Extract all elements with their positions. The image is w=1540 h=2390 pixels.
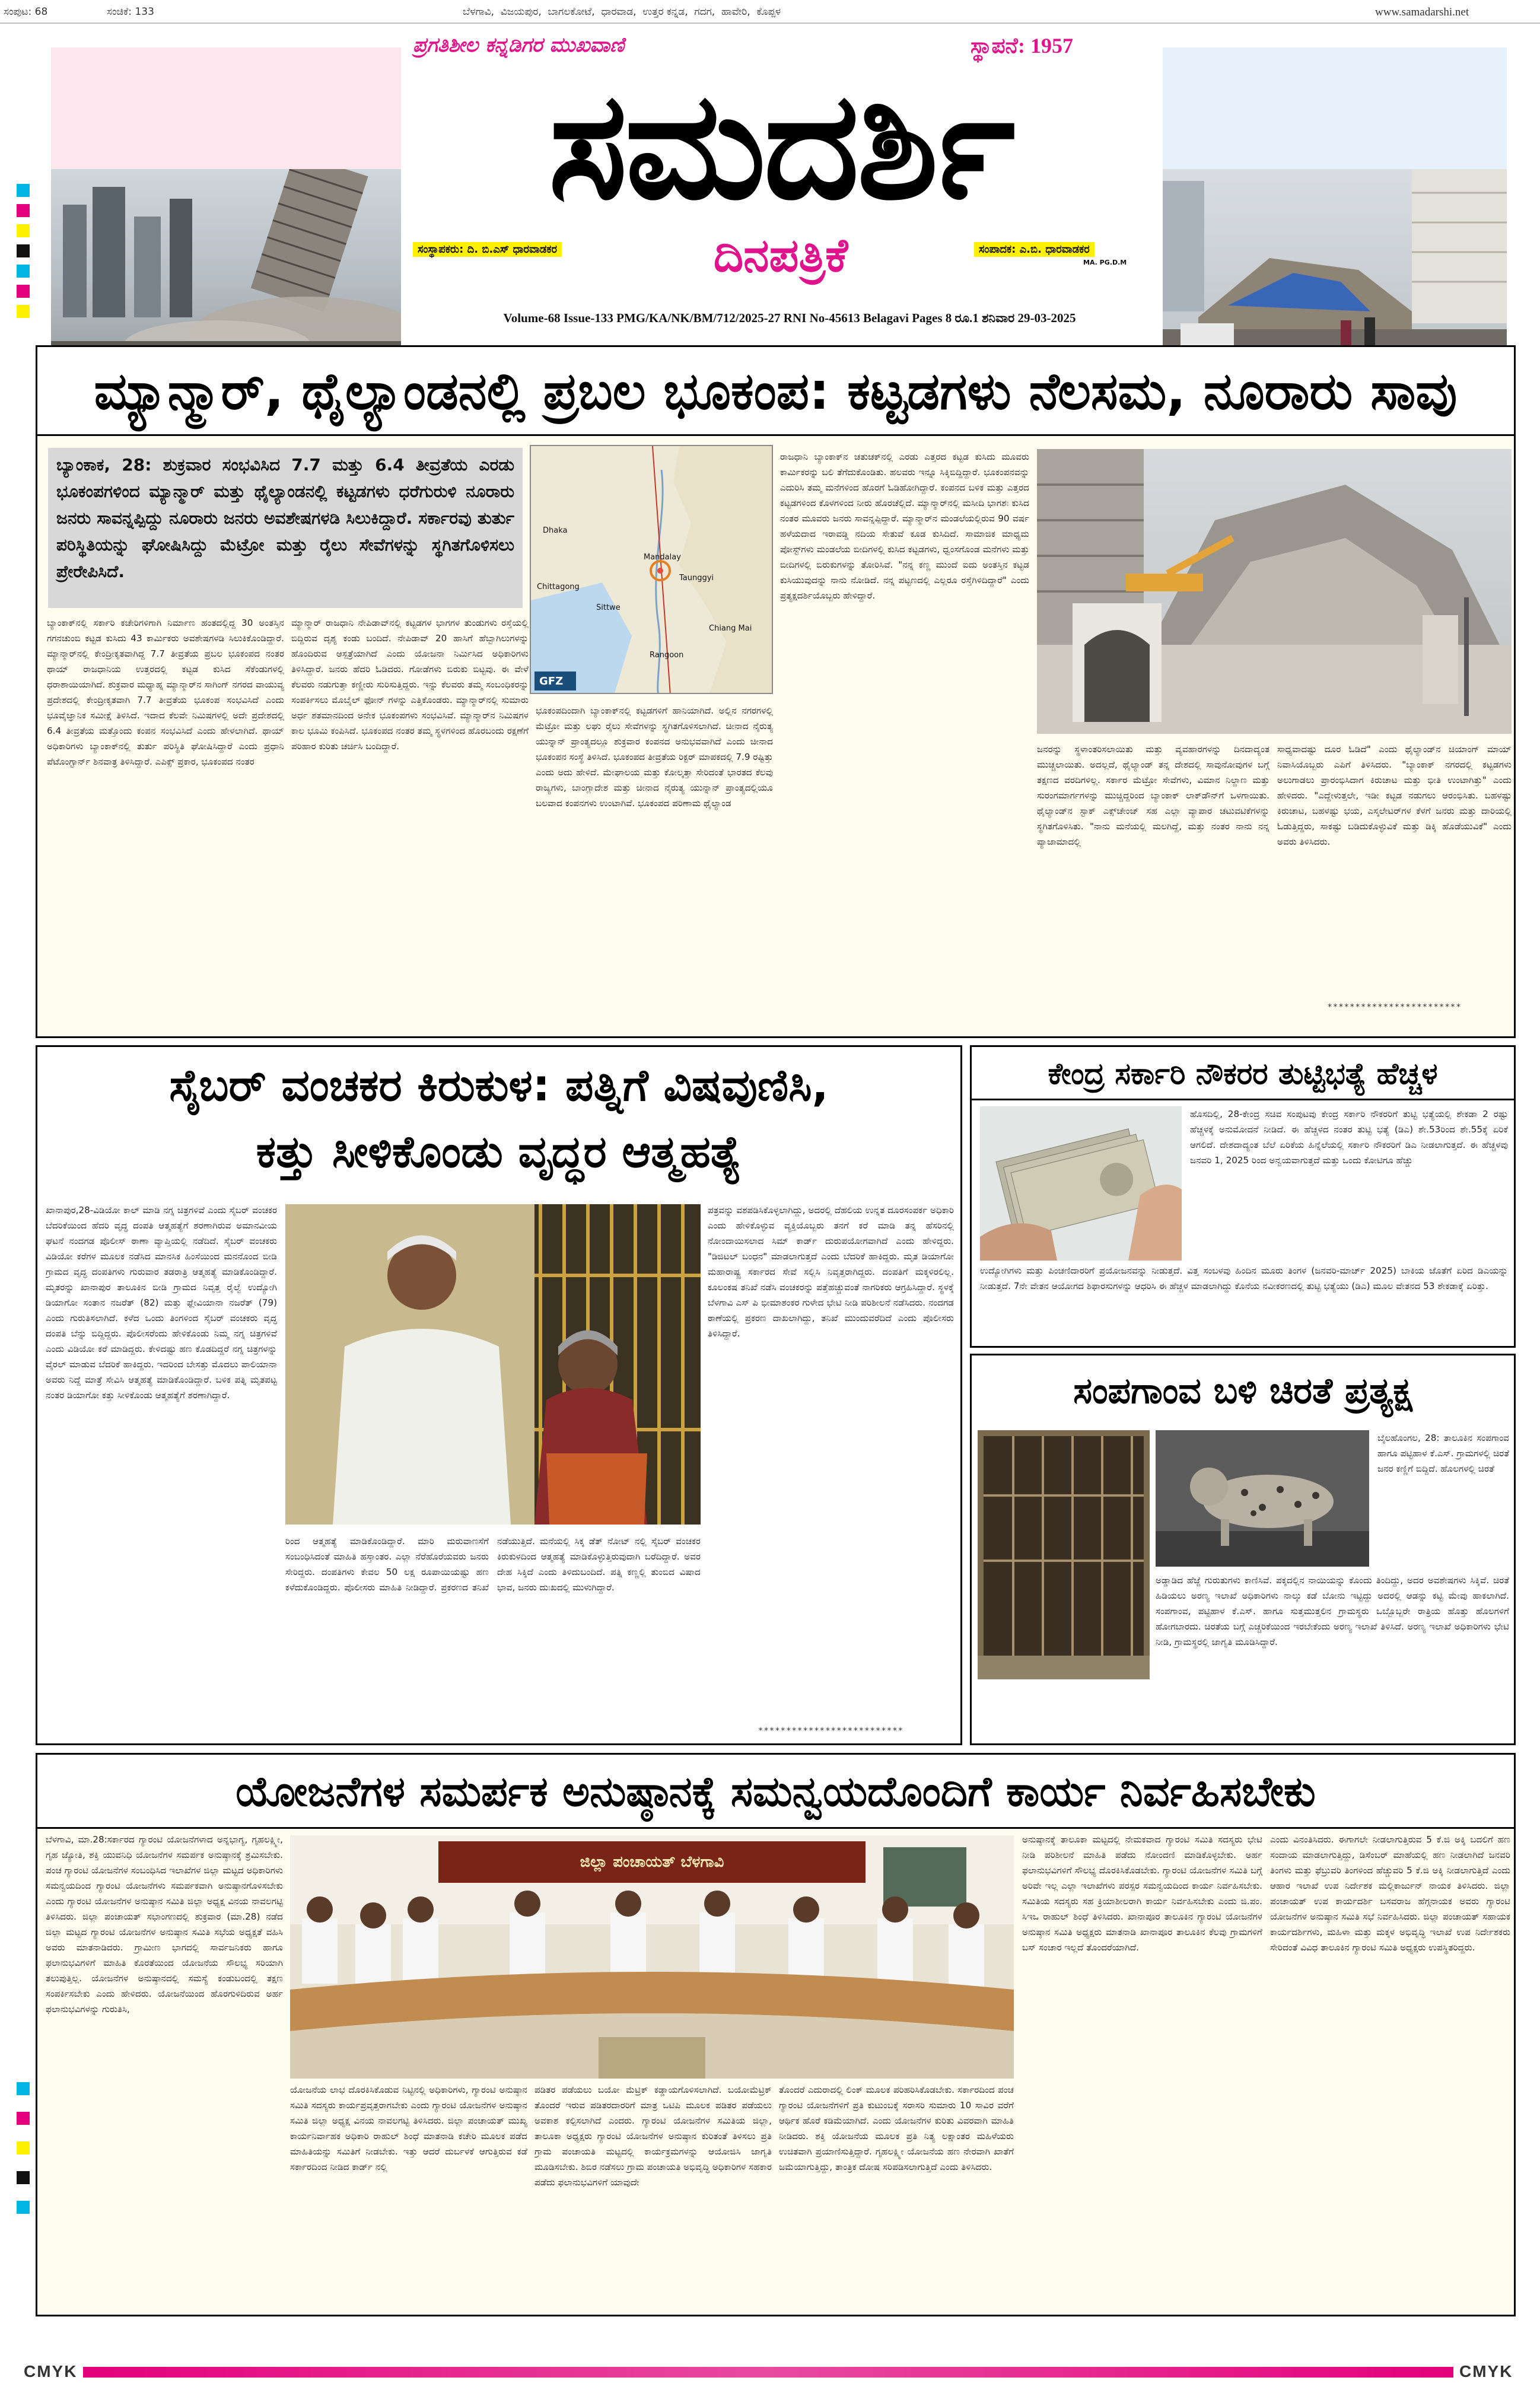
leopard-trailcam-photo [1156,1430,1369,1567]
cyber-column-2: ರಿಂದ ಆತ್ಮಹತ್ಯೆ ಮಾಡಿಕೊಂಡಿದ್ದಾರೆ. ಮಾರಿ ಮರುವಾಣಸೆಗೆ ಸಂಬಂಧಿಸಿದಂತೆ ಮಾಹಿತಿ ಹಸ್ತಾಂತರ. ಎಲ್ಲಾ ನೆರೆಹೊರೆಯವರು ಜನರು ಸೇರಿದ್ದರು. ದಂಪತಿಗಳು ಕೇವಲ 50 ಲಕ್ಷ ರೂಪಾಯಿಯಷ್ಟು ಹಣ ಕಳೆದುಕೊಂಡಿದ್ದರು. ಪೊಲೀಸರು ಮಾಹಿತಿ ನೀಡಿದ್ದಾರೆ. ಪ್ರಕರಣದ ತನಿಖೆ ನಡೆಯುತ್ತಿದೆ. ಮನೆಯಲ್ಲಿ ಸಿಕ್ಕ ಡೆತ್ ನೋಟ್ ನಲ್ಲಿ ಸೈಬರ್ ವಂಚಕರ ಕಿರುಕುಳದಿಂದ ಆತ್ಮಹತ್ಯೆ ಮಾಡಿಕೊಳ್ಳುತ್ತಿರುವುದಾಗಿ ಬರೆದಿದ್ದಾರೆ. ಅವರ ದೇಹ ಸಿಕ್ಕಿದೆ ಎಂದು ತಿಳಿದುಬಂದಿದೆ. ಪತ್ನಿ ಕಣ್ಣಲ್ಲಿ ತುಂಬಿದ ವಿಷಾದ ಭಾವ, ಜನರು ದುಃಖದಲ್ಲಿ ಮುಳುಗಿದ್ದಾರೆ. [285,1536,701,1593]
masthead-founder: ಸಂಸ್ಥಾಪಕರು: ದಿ. ಬಿ.ಎಸ್ ಧಾರವಾಡಕರ [413,242,562,257]
yojane-column-3: ಪಡಿತರ ಪಡೆಯಲು ಬಯೋ ಮೆಟ್ರಿಕ್ ಕಡ್ಡಾಯಗೊಳಿಸಲಾಗಿದೆ. ಬಯೋಮೆಟ್ರಿಕ್ ತೊಂದರೆ ಇರುವ ಪಡಿತರದಾರರಿಗೆ ಮಾತ್ರ ಒಟಿಪಿ ಮೂಲಕ ಪಡಿತರ ಪಡೆಯಲು ಅವಕಾಶ ಕಲ್ಪಿಸಲಾಗಿದೆ ಎಂದರು. ಗ್ಯಾರಂಟಿ ಯೋಜನೆಗಳ ಸಮಿತಿಯ ಜಿಲ್ಲಾ, ತಾಲೂಕಾ ಅಧ್ಯಕ್ಷರು ಗ್ಯಾರಂಟಿ ಯೋಜನೆಗಳ ಅನುಷ್ಠಾನ ಕುರಿತಂತೆ ತಿಳಿಸಲು ಪ್ರತಿ ಗ್ರಾಮ ಪಂಚಾಯತಿ ಮಟ್ಟದಲ್ಲಿ ಕಾರ್ಯಕ್ರಮಗಳನ್ನು ಆಯೋಜಿಸಿ ಜಾಗೃತಿ ಮೂಡಿಸಬೇಕು. ಶಿಬಿರ ನಡೆಸಲು ಗ್ರಾಮ ಪಂಚಾಯತಿ ಅಭಿವೃದ್ಧಿ ಅಧಿಕಾರಿಗಳ ಸಹಕಾರ ಪಡೆದು ಫಲಾನುಭವಿಗಳಿಗೆ ಯಾವುದೇ [534,2085,772,2188]
top-info-bar [0,0,1540,24]
masthead-center [401,27,1160,342]
quake-column-4: ರಾಜಧಾನಿ ಬ್ಯಾಂಕಾಕ್‌ನ ಚತುಚಕ್‌ನಲ್ಲಿ ಎರಡು ಎತ್ತರದ ಕಟ್ಟಡ ಕುಸಿದು ಮೂವರು ಕಾರ್ಮಿಕರನ್ನು ಬಲಿ ತೆಗೆದುಕೊಂಡಿತು. ಹಲವರು ಇನ್ನೂ ಸಿಕ್ಕಿಬಿದ್ದಿದ್ದಾರೆ. ಭೂಕಂಪನವನ್ನು ಎದುರಿಸಿ ತಮ್ಮ ಮನೆಗಳಿಂದ ಹೊರಗೆ ಓಡಿಹೋಗಿದ್ದಾರೆ. ಕಂಪನದ ಬಳಿಕ ಮತ್ತು ಎತ್ತರದ ಕಟ್ಟಡಗಳಿಂದ ಕೊಳಗಳಿಂದ ನೀರು ಹೊರಚೆಲ್ಲಿದೆ. ಮ್ಯಾನ್ಮಾರ್‌ನಲ್ಲಿ ಮಸೀದಿ ಭಾಗಶಃ ಕುಸಿದ ನಂತರ ಮೂವರು ಜನರು ಸಾವನ್ನಪ್ಪಿದ್ದಾರೆ. ಮ್ಯಾನ್ಮಾರ್‌ನ ಮಂಡಲೆಯಲ್ಲಿರುವ 90 ವರ್ಷ ಹಳೆಯದಾದ ಇರಾವಡ್ಡಿ ನದಿಯ ಸೇತುವೆ ಕೂಡ ಕುಸಿದಿದೆ. ಸಾಮಾಜಿಕ ಮಾಧ್ಯಮ ಪೋಸ್ಟ್‌ಗಳು ಮಂಡಲೆಯ ಬೀದಿಗಳಲ್ಲಿ ಕುಸಿದ ಕಟ್ಟಡಗಳು, ಧ್ವಂಸಗೊಂಡ ಮನೆಗಳು ಮತ್ತು ಬೀದಿಗಳಲ್ಲಿ ಬಿರುಕುಗಳನ್ನು ತೋರಿಸಿವೆ. "ನನ್ನ ಕಣ್ಣ ಮುಂದೆ ಐದು ಅಂತಸ್ತಿನ ಕಟ್ಟಡ ಕುಸಿಯುವುದನ್ನು ನಾನು ನೋಡಿದೆ. ನನ್ನ ಪಟ್ಟಣದಲ್ಲಿ ಎಲ್ಲರೂ ರಸ್ತೆಗಿಳಿದಿದ್ದಾರೆ" ಎಂದು ಪ್ರತ್ಯಕ್ಷದರ್ಶಿಯೊಬ್ಬರು ಹೇಳಿದ್ದಾರೆ. [780,451,1029,601]
footer-bar [0,2354,1540,2390]
masthead-editor: ಸಂಪಾದಕ: ಎ.ಬಿ. ಧಾರವಾಡಕರ [974,242,1094,257]
leopard-body-2: ಅಡ್ಡಾಡಿದ ಹೆಜ್ಜೆ ಗುರುತುಗಳು ಕಾಣಿಸಿವೆ. ಪಕ್ಕದಲ್ಲಿನ ನಾಯಿಯನ್ನು ಕೊಂದು ತಿಂದಿದ್ದು, ಅದರ ಅವಶೇಷಗಳು ಸಿಕ್ಕಿವೆ. ಚಿರತೆ ಹಿಡಿಯಲು ಅರಣ್ಯ ಇಲಾಖೆ ಅಧಿಕಾರಿಗಳು ನಾಲ್ಕು ಕಡೆ ಬೋನು ಇಟ್ಟಿದ್ದು ಅದರಲ್ಲಿ ಆಡನ್ನು ಕಟ್ಟಿ ಮೇವು ಹಾಕಲಾಗಿದೆ. ಸಂಪಗಾಂವ, ಪಟ್ಟಿಹಾಳ ಕೆ.ಎಸ್. ಹಾಗೂ ಸುತ್ತಮುತ್ತಲಿನ ಗ್ರಾಮಸ್ಥರು ಒಬ್ಬೊಬ್ಬರೇ ರಾತ್ರಿಯ ಹೊತ್ತು ಹೊಲಗಳಿಗೆ ಹೋಗಬಾರದು. ಚಿರತೆಯ ಬಗ್ಗೆ ಎಚ್ಚರಿಕೆಯಿಂದ ಇರಬೇಕೆಂದು ಅರಣ್ಯ ಇಲಾಖೆ ತಿಳಿಸಿದೆ. ಅರಣ್ಯ ಇಲಾಖೆ ಅಧಿಕಾರಿಗಳು ಭೇಟಿ ನೀಡಿ, ಗ್ರಾಮಸ್ಥರಲ್ಲಿ ಜಾಗೃತಿ ಮೂಡಿಸಿದ್ದಾರೆ. [1156,1575,1509,1647]
map-label-chittagong: Chittagong [537,583,580,591]
da-money-photo [980,1106,1182,1261]
quake-lead: ಬ್ಯಾಂಕಾಕ, 28: ಶುಕ್ರವಾರ ಸಂಭವಿಸಿದ 7.7 ಮತ್ತು 6.4 ತೀವ್ರತೆಯ ಎರಡು ಭೂಕಂಪಗಳಿಂದ ಮ್ಯಾನ್ಮಾರ್ ಮತ್ತು ಥೈಲ್ಯಾಂಡನಲ್ಲಿ ಕಟ್ಟಡಗಳು ಧರೆಗುರುಳಿ ನೂರಾರು ಜನರು ಸಾವನ್ನಪ್ಪಿದ್ದು ನೂರಾರು ಜನರು ಅವಶೇಷಗಳಡಿ ಸಿಲುಕಿದ್ದಾರೆ. ಸರ್ಕಾರವು ತುರ್ತು ಪರಿಸ್ಥಿತಿಯನ್ನು ಘೋಷಿಸಿದ್ದು ಮೆಟ್ರೋ ಮತ್ತು ರೈಲು ಸೇವೆಗಳನ್ನು ಸ್ಥಗಿತಗೊಳಿಸಲು ಪ್ರೇರೇಪಿಸಿದೆ. [48,448,523,608]
article-cyber: ಸೈಬರ್ ವಂಚಕರ ಕಿರುಕುಳ: ಪತ್ನಿಗೆ ವಿಷವುಣಿಸಿ, ಕತ್ತು ಸೀಳಿಕೊಂಡು ವೃದ್ಧರ ಆತ್ಮಹತ್ಯೆ ಖಾನಾಪುರ,28-ವಿಡಿಯೋ ಕಾಲ್ ಮಾಡಿ ನಗ್ನ ಚಿತ್ರಗಳಿವೆ ಎಂದು ಸೈಬರ್ ವಂಚಕರ ಬೆದರಿಕೆಯಿಂದ ಹೆದರಿ ವೃದ್ಧ ದಂಪತಿ ಆತ್ಮಹತ್ಯೆಗೆ ಶರಣಾಗಿರುವ ಅಮಾನವೀಯ ಘಟನೆ ನಂದಗಡ ಪೊಲೀಸ್ ಠಾಣಾ ವ್ಯಾಪ್ತಿಯಲ್ಲಿ ನಡೆದಿದೆ. ಸೈಬರ್ ವಂಚಕರು ವಿಡಿಯೋ ಕರೆಗಳ ಮೂಲಕ ನಡೆಸಿದ ಮಾನಸಿಕ ಹಿಂಸೆಯಿಂದ ಮನನೊಂದ ಬೀಡಿ ಗ್ರಾಮದ ವೃದ್ಧ ದಂಪತಿಗಳು ಗುರುವಾರ ತಡರಾತ್ರಿ ಆತ್ಮಹತ್ಯೆ ಮಾಡಿಕೊಂಡಿದ್ದಾರೆ. ಮೃತರನ್ನು ಖಾನಾಪುರ ತಾಲೂಕಿನ ಬೀಡಿ ಗ್ರಾಮದ ನಿವೃತ್ತ ರೈಲ್ವೆ ಉದ್ಯೋಗಿ ಡಿಯಾಗೋ ಸಂತಾನ ನಜರೆತ್ (82) ಮತ್ತು ಫ್ಲೇವಿಯಾನಾ ನಜರೆತ್ (79) ಎಂದು ಗುರುತಿಸಲಾಗಿದೆ. ಕಳೆದ ಒಂದು ತಿಂಗಳಿಂದ ಸೈಬರ್ ವಂಚಕರು ವೃದ್ಧ ದಂಪತಿ ಬೆನ್ನು ಬಿದ್ದಿದ್ದರು. ಪೊಲೀಸರೆಂದು ಹೇಳಿಕೊಂಡು ನಿಮ್ಮ ನಗ್ನ ಚಿತ್ರಗಳಿವೆ ಎಂದು ವಿಡಿಯೋ ಕರೆ ಮಾಡಿದ್ದರು. ಕೇಳಿದಷ್ಟು ಹಣ ಕೊಡದಿದ್ದರೆ ನಗ್ನ ಚಿತ್ರಗಳನ್ನು ವೈರಲ್ ಮಾಡುವ ಬೆದರಿಕೆ ಹಾಕಿದ್ದರು. ಇದರಿಂದ ಬೇಸತ್ತು ಮೊದಲು ಪಾಲಿಯಾನಾ ಅವರು ನಿದ್ದೆ ಮಾತ್ರೆ ಸೇವಿಸಿ ಆತ್ಮಹತ್ಯೆ ಮಾಡಿಕೊಂಡಿದ್ದಾರೆ. ಬಳಿಕ ಪತ್ನಿ ಮೃತಪಟ್ಟ ನಂತರ ಡಿಯಾಗೋ ಕತ್ತು ಸೀಳಿಕೊಂಡು ಆತ್ಮಹತ್ಯೆಗೆ ಶರಣಾಗಿದ್ದಾರೆ. ರಿಂದ ಆತ್ಮಹತ್ಯೆ ಮಾಡಿಕೊಂಡಿದ್ದಾರೆ. ಮಾರಿ ಮರುವಾಣಸೆಗೆ ಸಂಬಂಧಿಸಿದಂತೆ ಮಾಹಿತಿ ಹಸ್ತಾಂತರ. ಎಲ್ಲಾ ನೆರೆಹೊರೆಯವರು ಜನರು ಸೇರಿದ್ದರು. ದಂಪತಿಗಳು ಕೇವಲ 50 ಲಕ್ಷ ರೂಪಾಯಿಯಷ್ಟು ಹಣ ಕಳೆದುಕೊಂಡಿದ್ದರು. ಪೊಲೀಸರು ಮಾಹಿತಿ ನೀಡಿದ್ದಾರೆ. ಪ್ರಕರಣದ ತನಿಖೆ ನಡೆಯುತ್ತಿದೆ. ಮನೆಯಲ್ಲಿ ಸಿಕ್ಕ ಡೆತ್ ನೋಟ್ ನಲ್ಲಿ ಸೈಬರ್ ವಂಚಕರ ಕಿರುಕುಳದಿಂದ ಆತ್ಮಹತ್ಯೆ ಮಾಡಿಕೊಳ್ಳುತ್ತಿರುವುದಾಗಿ ಬರೆದಿದ್ದಾರೆ. ಅವರ ದೇಹ ಸಿಕ್ಕಿದೆ ಎಂದು ತಿಳಿದುಬಂದಿದೆ. ಪತ್ನಿ ಕಣ್ಣಲ್ಲಿ ತುಂಬಿದ ವಿಷಾದ ಭಾವ, ಜನರು ದುಃಖದಲ್ಲಿ ಮುಳುಗಿದ್ದಾರೆ. ಪತ್ರವನ್ನು ವಶಪಡಿಸಿಕೊಳ್ಳಲಾಗಿದ್ದು, ಅದರಲ್ಲಿ ದೆಹಲಿಯ ಉನ್ನತ ದೂರಸಂಪರ್ಕ ಅಧಿಕಾರಿ ಎಂದು ಹೇಳಿಕೊಳ್ಳುವ ವ್ಯಕ್ತಿಯೊಬ್ಬರು ತನಗೆ ಕರೆ ಮಾಡಿ ತನ್ನ ಹೆಸರಿನಲ್ಲಿ ನೋಂದಾಯಿಸಲಾದ ಸಿಮ್ ಕಾರ್ಡ್ ದುರುಪಯೋಗವಾಗಿದೆ ಎಂದು ಹೇಳಿದ್ದರು. "ಡಿಜಿಟಲ್ ಬಂಧನ" ಮಾಡಲಾಗುತ್ತದೆ ಎಂದು ಬೆದರಿಕೆ ಹಾಕಿದ್ದರು. ಮೃತ ಡಿಯಾಗೋ ಮಹಾರಾಷ್ಟ್ರ ಸರ್ಕಾರದ ಸೇವೆ ಸಲ್ಲಿಸಿ ನಿವೃತ್ತರಾಗಿದ್ದರು. ದಂಪತಿಗೆ ಮಕ್ಕಳಿರಲಿಲ್ಲ. ಕೂಲಂಕಷ ತನಿಖೆ ನಡೆಸಿ ವಂಚಕರನ್ನು ಪತ್ತೆಹಚ್ಚುವಂತೆ ನಾಗರಿಕರು ಆಗ್ರಹಿಸಿದ್ದಾರೆ. ಸ್ಥಳಕ್ಕೆ ಬೆಳಗಾವಿ ಎಸ್ ಪಿ ಭೀಮಾಶಂಕರ ಗುಳೇದ ಭೇಟಿ ನೀಡಿ ಪರಿಶೀಲನೆ ನಡೆಸಿದರು. ನಂದಗಡ ಠಾಣೆಯಲ್ಲಿ ಪ್ರಕರಣ ದಾಖಲಾಗಿದ್ದು, ತನಿಖೆ ಮುಂದುವರೆದಿದೆ ಎಂದು ಪೊಲೀಸರು ತಿಳಿಸಿದ್ದಾರೆ. ************************** [36,1045,962,1745]
article-leopard [970,1354,1516,1745]
cyber-column-3: ಪತ್ರವನ್ನು ವಶಪಡಿಸಿಕೊಳ್ಳಲಾಗಿದ್ದು, ಅದರಲ್ಲಿ ದೆಹಲಿಯ ಉನ್ನತ ದೂರಸಂಪರ್ಕ ಅಧಿಕಾರಿ ಎಂದು ಹೇಳಿಕೊಳ್ಳುವ ವ್ಯಕ್ತಿಯೊಬ್ಬರು ತನಗೆ ಕರೆ ಮಾಡಿ ತನ್ನ ಹೆಸರಿನಲ್ಲಿ ನೋಂದಾಯಿಸಲಾದ ಸಿಮ್ ಕಾರ್ಡ್ ದುರುಪಯೋಗವಾಗಿದೆ ಎಂದು ಹೇಳಿದ್ದರು. "ಡಿಜಿಟಲ್ ಬಂಧನ" ಮಾಡಲಾಗುತ್ತದೆ ಎಂದು ಬೆದರಿಕೆ ಹಾಕಿದ್ದರು. ಮೃತ ಡಿಯಾಗೋ ಮಹಾರಾಷ್ಟ್ರ ಸರ್ಕಾರದ ಸೇವೆ ಸಲ್ಲಿಸಿ ನಿವೃತ್ತರಾಗಿದ್ದರು. ದಂಪತಿಗೆ ಮಕ್ಕಳಿರಲಿಲ್ಲ. ಕೂಲಂಕಷ ತನಿಖೆ ನಡೆಸಿ ವಂಚಕರನ್ನು ಪತ್ತೆಹಚ್ಚುವಂತೆ ನಾಗರಿಕರು ಆಗ್ರಹಿಸಿದ್ದಾರೆ. ಸ್ಥಳಕ್ಕೆ ಬೆಳಗಾವಿ ಎಸ್ ಪಿ ಭೀಮಾಶಂಕರ ಗುಳೇದ ಭೇಟಿ ನೀಡಿ ಪರಿಶೀಲನೆ ನಡೆಸಿದರು. ನಂದಗಡ ಠಾಣೆಯಲ್ಲಿ ಪ್ರಕರಣ ದಾಖಲಾಗಿದ್ದು, ತನಿಖೆ ಮುಂದುವರೆದಿದೆ ಎಂದು ಪೊಲೀಸರು ತಿಳಿಸಿದ್ದಾರೆ. [708,1205,954,1339]
masthead-established: ಸ್ಥಾಪನೆ: 1957 [971,34,1073,58]
footer-cmyk-right: CMYK [1459,2362,1513,2381]
da-headline: ಕೇಂದ್ರ ಸರ್ಕಾರಿ ನೌಕರರ ತುಟ್ಟಿಭತ್ಯೆ ಹೆಚ್ಚಳ [972,1047,1514,1100]
article-yojane [36,1753,1516,2316]
yojane-meeting-banner: ಜಿಲ್ಲಾ ಪಂಚಾಯತ್ ಬೆಳಗಾವಿ [580,1853,724,1871]
map-label-sittwe: Sittwe [596,603,621,612]
cyber-couple-photo [285,1204,701,1525]
yojane-column-6: ಎಂದು ವಿನಂತಿಸಿದರು. ಈಗಾಗಲೇ ನೀಡಲಾಗುತ್ತಿರುವ 5 ಕೆ.ಜಿ ಅಕ್ಕಿ ಬದಲಿಗೆ ಹಣ ಸಂದಾಯ ಮಾಡಲಾಗುತ್ತಿದ್ದು, ಡಿಸೆಂಬರ್ ಮಾಹೆಯಲ್ಲಿ ಹಣ ನೀಡಲಾಗಿದೆ ಜನವರಿ ತಿಂಗಳು ಮತ್ತು ಫೆಬ್ರುವರಿ ತಿಂಗಳಿಂದ ಹೆಚ್ಚುವರಿ 5 ಕೆ.ಜಿ ಅಕ್ಕಿ ನೀಡಲಾಗುತ್ತಿದೆ ಎಂದು ಆಹಾರ ಇಲಾಖೆ ಉಪ ನಿರ್ದೇಶಕ ಮಲ್ಲಿಕಾರ್ಜುನ್ ನಾಯಕ ತಿಳಿಸಿದರು. ಜಿಲ್ಲಾ ಪಂಚಾಯತ್ ಉಪ ಕಾರ್ಯದರ್ಶಿ ಬಸವರಾಜ ಹೆಗ್ಗನಾಯಕ ಅವರು ಗ್ಯಾರಂಟಿ ಯೋಜನೆಗಳ ಅನುಷ್ಠಾನ ಸಮಿತಿ ಸಭೆ ನಿರ್ವಹಿಸಿದರು. ಜಿಲ್ಲಾ ಪಂಚಾಯತ್ ಸಹಾಯಕ ಕಾರ್ಯದರ್ಶಿಗಳು, ಮಹಿಳಾ ಮತ್ತು ಮಕ್ಕಳ ಅಭಿವೃದ್ಧಿ ಇಲಾಖೆ ಉಪ ನಿರ್ದೇಶಕರು ಸೇರಿದಂತೆ ವಿವಿಧ ತಾಲೂಕಿನ ಗ್ಯಾರಂಟಿ ಸಮಿತಿ ಅಧ್ಯಕ್ಷರು ಉಪಸ್ಥಿತರಿದ್ದರು. [1270,1834,1510,1953]
footer-cmyk-left: CMYK [24,2362,78,2381]
map-logo-gfz: GFZ [539,675,564,688]
issue-label: ಸಂಚಿಕೆ: 133 [107,6,154,18]
quake-epicenter-map [530,445,773,694]
map-label-dhaka: Dhaka [543,526,568,535]
quake-column-5: ಜನರನ್ನು ಸ್ಥಳಾಂತರಿಸಲಾಯಿತು ಮತ್ತು ವ್ಯವಹಾರಗಳನ್ನು ದಿನದಾದ್ಯಂತ ಮುಚ್ಚಲಾಯಿತು. ಅದಲ್ಲದೆ, ಥೈಲ್ಯಾಂಡ್ ತನ್ನ ದೇಶದಲ್ಲಿ ಸಾವುನೋವುಗಳ ಬಗ್ಗೆ ತಕ್ಷಣದ ವರದಿಗಳಿಲ್ಲ. ಸರ್ಕಾರ ಮೆಟ್ರೋ ಸೇವೆಗಳು, ವಿಮಾನ ನಿಲ್ದಾಣ ಮತ್ತು ಸುರಂಗಮಾರ್ಗಗಳನ್ನು ಮುಚ್ಚಿದ್ದರಿಂದ ಬ್ಯಾಂಕಾಕ್ ಲಾಕ್‌ಡೌನ್‌ಗೆ ಒಳಗಾಯಿತು. ಥೈಲ್ಯಾಂಡ್‌ನ ಸ್ಟಾಕ್ ಎಕ್ಸ್‌ಚೇಂಜ್ ಸಹ ಎಲ್ಲಾ ವ್ಯಾಪಾರ ಚಟುವಟಿಕೆಗಳನ್ನು ಸ್ಥಗಿತಗೊಳಿಸಿತು. "ನಾನು ಮನೆಯಲ್ಲಿ ಮಲಗಿದ್ದೆ, ಮತ್ತು ನಂತರ ನಾನು ನನ್ನ ಪ್ಯಾಜಾಮಾದಲ್ಲಿ [1037,744,1269,847]
yojane-headline: ಯೋಜನೆಗಳ ಸಮರ್ಪಕ ಅನುಷ್ಠಾನಕ್ಕೆ ಸಮನ್ವಯದೊಂದಿಗೆ ಕಾರ್ಯ ನಿರ್ವಹಿಸಬೇಕು [37,1755,1514,1829]
cyber-headline-line-2: ಕತ್ತು ಸೀಳಿಕೊಂಡು ವೃದ್ಧರ ಆತ್ಮಹತ್ಯೆ [256,1126,742,1178]
cyber-headline-line-1: ಸೈಬರ್ ವಂಚಕರ ಕಿರುಕುಳ: ಪತ್ನಿಗೆ ವಿಷವುಣಿಸಿ, [169,1060,829,1111]
map-label-rangoon: Rangoon [650,651,684,660]
cyber-column-1: ಖಾನಾಪುರ,28-ವಿಡಿಯೋ ಕಾಲ್ ಮಾಡಿ ನಗ್ನ ಚಿತ್ರಗಳಿವೆ ಎಂದು ಸೈಬರ್ ವಂಚಕರ ಬೆದರಿಕೆಯಿಂದ ಹೆದರಿ ವೃದ್ಧ ದಂಪತಿ ಆತ್ಮಹತ್ಯೆಗೆ ಶರಣಾಗಿರುವ ಅಮಾನವೀಯ ಘಟನೆ ನಂದಗಡ ಪೊಲೀಸ್ ಠಾಣಾ ವ್ಯಾಪ್ತಿಯಲ್ಲಿ ನಡೆದಿದೆ. ಸೈಬರ್ ವಂಚಕರು ವಿಡಿಯೋ ಕರೆಗಳ ಮೂಲಕ ನಡೆಸಿದ ಮಾನಸಿಕ ಹಿಂಸೆಯಿಂದ ಮನನೊಂದ ಬೀಡಿ ಗ್ರಾಮದ ವೃದ್ಧ ದಂಪತಿಗಳು ಗುರುವಾರ ತಡರಾತ್ರಿ ಆತ್ಮಹತ್ಯೆ ಮಾಡಿಕೊಂಡಿದ್ದಾರೆ. ಮೃತರನ್ನು ಖಾನಾಪುರ ತಾಲೂಕಿನ ಬೀಡಿ ಗ್ರಾಮದ ನಿವೃತ್ತ ರೈಲ್ವೆ ಉದ್ಯೋಗಿ ಡಿಯಾಗೋ ಸಂತಾನ ನಜರೆತ್ (82) ಮತ್ತು ಫ್ಲೇವಿಯಾನಾ ನಜರೆತ್ (79) ಎಂದು ಗುರುತಿಸಲಾಗಿದೆ. ಕಳೆದ ಒಂದು ತಿಂಗಳಿಂದ ಸೈಬರ್ ವಂಚಕರು ವೃದ್ಧ ದಂಪತಿ ಬೆನ್ನು ಬಿದ್ದಿದ್ದರು. ಪೊಲೀಸರೆಂದು ಹೇಳಿಕೊಂಡು ನಿಮ್ಮ ನಗ್ನ ಚಿತ್ರಗಳಿವೆ ಎಂದು ವಿಡಿಯೋ ಕರೆ ಮಾಡಿದ್ದರು. ಕೇಳಿದಷ್ಟು ಹಣ ಕೊಡದಿದ್ದರೆ ನಗ್ನ ಚಿತ್ರಗಳನ್ನು ವೈರಲ್ ಮಾಡುವ ಬೆದರಿಕೆ ಹಾಕಿದ್ದರು. ಇದರಿಂದ ಬೇಸತ್ತು ಮೊದಲು ಪಾಲಿಯಾನಾ ಅವರು ನಿದ್ದೆ ಮಾತ್ರೆ ಸೇವಿಸಿ ಆತ್ಮಹತ್ಯೆ ಮಾಡಿಕೊಂಡಿದ್ದಾರೆ. ಬಳಿಕ ಪತ್ನಿ ಮೃತಪಟ್ಟ ನಂತರ ಡಿಯಾಗೋ ಕತ್ತು ಸೀಳಿಕೊಂಡು ಆತ್ಮಹತ್ಯೆಗೆ ಶರಣಾಗಿದ್ದಾರೆ. [46,1205,277,1401]
masthead-tagline: ಪ್ರಗತಿಶೀಲ ಕನ್ನಡಿಗರ ಮುಖವಾಣಿ [413,33,625,57]
yojane-column-2: ಯೋಜನೆಯ ಲಾಭ ದೊರಕಿಸಿಕೊಡುವ ನಿಟ್ಟಿನಲ್ಲಿ ಅಧಿಕಾರಿಗಳು, ಗ್ಯಾರಂಟಿ ಅನುಷ್ಠಾನ ಸಮಿತಿ ಸದಸ್ಯರು ಕಾರ್ಯಪ್ರವೃತ್ತರಾಗಬೇಕು ಎಂದು ಗ್ಯಾರಂಟಿ ಯೋಜನೆಗಳ ಅನುಷ್ಠಾನ ಸಮಿತಿ ಜಿಲ್ಲಾ ಅಧ್ಯಕ್ಷ ವಿನಯ ನಾವಲಗಟ್ಟಿ ತಿಳಿಸಿದರು. ಜಿಲ್ಲಾ ಪಂಚಾಯತ್ ಮುಖ್ಯ ಕಾರ್ಯನಿರ್ವಾಹಕ ಅಧಿಕಾರಿ ರಾಹುಲ್ ಶಿಂಧೆ ಮಾತನಾಡಿ ಕಚೇರಿ ಮೂಲಕ ಪಡೆದ ಮಾಹಿತಿಯನ್ನು ಸಮಿತಿಗೆ ನೀಡಬೇಕು. ಇತ್ತು ಆದರೆ ದುರ್ಬಳಕೆ ಆಗುತ್ತಿರುವ ಕಡೆ ಸರ್ಕಾರದಿಂದ ನೀಡಿದ ಕಾರ್ಡ್ ನಲ್ಲಿ [290,2085,527,2172]
yojane-column-4: ತೊಂದರೆ ಎದುರಾದಲ್ಲಿ ಲಿಂಕ್ ಮೂಲಕ ಪರಿಹರಿಸಿಕೊಡಬೇಕು. ಸರ್ಕಾರದಿಂದ ಪಂಚ ಗ್ಯಾರಂಟಿ ಯೋಜನೆಗಳಿಗೆ ಪ್ರತಿ ಕುಟುಂಬಕ್ಕೆ ಸರಾಸರಿ ಸುಮಾರು 10 ಸಾವಿರ ವರೆಗೆ ಆರ್ಥಿಕ ಹೊರೆ ಕಡಿಮೆಯಾಗಿದೆ. ಎಂದು ಯೋಜನೆಗಳ ಕುರಿತು ವಿವರವಾಗಿ ಮಾಹಿತಿ ನೀಡಿದರು. ಶಕ್ತಿ ಯೋಜನೆಯ ಮೂಲಕ ಪ್ರತಿ ನಿತ್ಯ ಲಕ್ಷಾಂತರ ಮಹಿಳೆಯರು ಉಚಿತವಾಗಿ ಪ್ರಯಾಣಿಸುತ್ತಿದ್ದಾರೆ. ಗೃಹಲಕ್ಷ್ಮೀ ಯೋಜನೆಯ ಹಣ ನೇರವಾಗಿ ಖಾತೆಗೆ ಜಮೆಯಾಗುತ್ತಿದ್ದು, ತಾಂತ್ರಿಕ ದೋಷ ಸರಿಪಡಿಸಲಾಗುತ್ತಿದೆ ಎಂದು ತಿಳಿಸಿದರು. [779,2085,1014,2172]
masthead-editor-degree: MA. PG.D.M [1083,259,1127,266]
da-body-2: ಉದ್ಯೋಗಿಗಳು ಮತ್ತು ಪಿಂಚಣಿದಾರರಿಗೆ ಪ್ರಯೋಜನವನ್ನು ನೀಡುತ್ತದೆ. ವಿತ್ತ ಸಂಬಳವು ಹಿಂದಿನ ಮೂರು ತಿಂಗಳ (ಜನವರಿ-ಮಾರ್ಚ್ 2025) ಬಾಕಿಯ ಜೊತೆಗೆ ಏರಿದ ಡಿಎಯನ್ನು ನೀಡುತ್ತದೆ. 7ನೇ ವೇತನ ಆಯೋಗದ ಶಿಫಾರಸುಗಳನ್ನು ಆಧರಿಸಿ ಈ ಹೆಚ್ಚಳ ಮಾಡಲಾಗಿದ್ದು ಕೊನೆಯ ನವೀಕರಣದಲ್ಲಿ ತುಟ್ಟಿ ಭತ್ಯೆಯು (ಡಿಎ) ಮೂಲ ವೇತನದ 53 ಶೇಕಡಾಕ್ಕೆ ಏರಿತ್ತು. [980,1265,1508,1291]
quake-column-1: ಬ್ಯಾಂಕಾಕ್‌ನಲ್ಲಿ ಸರ್ಕಾರಿ ಕಚೇರಿಗಳಿಗಾಗಿ ನಿರ್ಮಾಣ ಹಂತದಲ್ಲಿದ್ದ 30 ಅಂತಸ್ತಿನ ಗಗನಚುಂಬಿ ಕಟ್ಟಡ ಕುಸಿದು 43 ಕಾರ್ಮಿಕರು ಅವಶೇಷಗಳಡಿ ಸಿಲುಕಿಕೊಂಡಿದ್ದಾರೆ. ಮ್ಯಾನ್ಮಾರ್‌ನಲ್ಲಿ ಕೇಂದ್ರೀಕೃತವಾಗಿದ್ದ 7.7 ತೀವ್ರತೆಯ ಪ್ರಬಲ ಭೂಕಂಪದ ನಂತರ ಥಾಯ್ ರಾಜಧಾನಿಯ ಉತ್ತರದಲ್ಲಿ ಕಟ್ಟಡ ಕುಸಿದ ಸೆಕೆಂಡುಗಳಲ್ಲಿ ಧರಾಶಾಯಿಯಾಗಿದೆ. ಶುಕ್ರವಾರ ಮಧ್ಯಾಹ್ನ ಮ್ಯಾನ್ಮಾರ್‌ನ ಸಾಗಿಂಗ್ ನಗರದ ವಾಯುವ್ಯ ಪ್ರದೇಶದಲ್ಲಿ ಕೇಂದ್ರೀಕೃತವಾಗಿ 7.7 ತೀವ್ರತೆಯ ಭೂಕಂಪ ಸಂಭವಿಸಿದೆ ಎಂದು ಭೂವೈಜ್ಞಾನಿಕ ಸಮೀಕ್ಷೆ ತಿಳಿಸಿದೆ. ಇದಾದ ಕೆಲವೇ ನಿಮಿಷಗಳಲ್ಲಿ ಅದೇ ಪ್ರದೇಶದಲ್ಲಿ 6.4 ತೀವ್ರತೆಯ ಮತ್ತೊಂದು ಕಂಪನ ಸಂಭವಿಸಿದೆ ಎಂದು ಹೇಳಲಾಗಿದೆ. ಥಾಯ್ ಅಧಿಕಾರಿಗಳು ಬ್ಯಾಂಕಾಕ್‌ನಲ್ಲಿ ತುರ್ತು ಪರಿಸ್ಥಿತಿ ಘೋಷಿಸಿದ್ದಾರೆ ಎಂದು ಪ್ರಧಾನಿ ಪೆಟೊಂಗ್ಟಾರ್ನ್ ಶಿನವಾತ್ರ ತಿಳಿಸಿದ್ದಾರೆ. ಎಪಿಕ್ಸ್ ಪ್ರಕಾರ, ಭೂಕಂಪದ ನಂತರ [47,618,284,767]
volume-label: ಸಂಪುಟ: 68 [4,6,48,18]
quake-column-2: ಮ್ಯಾನ್ಮಾರ್ ರಾಜಧಾನಿ ನೇಪಿಡಾವ್‌ನಲ್ಲಿ ಕಟ್ಟಡಗಳ ಭಾಗಗಳ ತುಂಡುಗಳು ರಸ್ತೆಯಲ್ಲಿ ಬಿದ್ದಿರುವ ದೃಶ್ಯ ಕಂಡು ಬಂದಿದೆ. ನೇಪಿಡಾವ್ 20 ಹಾಸಿಗೆ ಹೆಬ್ಬಾಗಿಲುಗಳನ್ನು ಹೊಂದಿರುವ ಆಸ್ಪತ್ರೆಯಾಗಿದೆ ಎಂದು ಯೋಜನಾ ನಿರ್ಮಿಸಿದ ಅಧಿಕಾರಿಗಳು ತಿಳಿಸಿದ್ದಾರೆ. ಜನರು ಹೆದರಿ ಓಡಿದರು. ಗೋಡೆಗಳು ಬಿರುಕು ಬಿಟ್ಟವು. ಈ ವೇಳೆ ಕೆಲವರು ನಡುಗುತ್ತಾ ಕಣ್ಣೀರು ಸುರಿಸುತ್ತಿದ್ದರು. ಇನ್ನು ಕೆಲವರು ತಮ್ಮ ಸಂಬಂಧಿಕರನ್ನು ಸಂಪರ್ಕಿಸಲು ಮೊಬೈಲ್ ಫೋನ್ ಗಳನ್ನು ಎತ್ತಿಕೊಂಡರು. ಮ್ಯಾನ್ಮಾರ್‌ನಲ್ಲಿ ಸುಮಾರು ಅರ್ಧ ಶತಮಾನದಿಂದ ಅನೇಕ ಭೂಕಂಪಗಳು ಸಂಭವಿಸಿವೆ. ಮ್ಯಾನ್ಮಾರ್‌ನ ನಿಮಿಷಗಳ ಕಾಲ ಭೂಮಿ ಕಂಪಿಸಿದೆ. ಭೂಕಂಪದ ನಂತರ ತಮ್ಮ ಸ್ಥಳಗಳಿಂದ ಹೊರಬಂದು ರಕ್ಷಣೆಗೆ ಪರಿಹಾರ ಕುರಿತು ಚರ್ಚಿಸಿ ಬಂದಿದ್ದಾರೆ. [291,618,529,752]
map-label-mandalay: Mandalay [644,553,681,562]
footer-color-strip [83,2367,1453,2378]
cities-list: ಬೆಳಗಾವಿ, ವಿಜಯಪುರ, ಬಾಗಲಕೋಟೆ, ಧಾರವಾಡ, ಉತ್ತರ ಕನ್ನಡ, ಗದಗ, ಹಾವೇರಿ, ಕೊಪ್ಪಳ [463,6,781,18]
masthead-subtitle: ದಿನಪತ್ರಿಕೆ [713,229,848,282]
quake-headline: ಮ್ಯಾನ್ಮಾರ್, ಥೈಲ್ಯಾಂಡನಲ್ಲಿ ಪ್ರಬಲ ಭೂಕಂಪ: ಕಟ್ಟಡಗಳು ನೆಲಸಮ, ನೂರಾರು ಸಾವು [37,347,1514,436]
article-da [970,1045,1516,1348]
quake-rescue-photo [1037,449,1512,734]
masthead-info-line: Volume-68 Issue-133 PMG/KA/NK/BM/712/2025-27 RNI No-45613 Belagavi Pages 8 ರೂ.1 ಶನಿವಾರ 29-03-2025 [503,311,1076,325]
leopard-cage-photo [978,1430,1150,1679]
map-label-chiang-mai: Chiang Mai [709,624,752,633]
quake-column-6: ಸಾಧ್ಯವಾದಷ್ಟು ದೂರ ಓಡಿದೆ" ಎಂದು ಥೈಲ್ಯಾಂಡ್‌ನ ಚಿಯಾಂಗ್ ಮಾಯ್ ನಿವಾಸಿಯೊಬ್ಬರು ಎಪಿಗೆ ತಿಳಿಸಿದರು. "ಬ್ಯಾಂಕಾಕ್ ನಗರದಲ್ಲಿ ಕಟ್ಟಡಗಳು ಅಲುಗಾಡಲು ಪ್ರಾರಂಭಿಸಿದಾಗ ಕಿರುಚಾಟ ಮತ್ತು ಭೀತಿ ಉಂಟಾಗಿತ್ತು" ಎಂದು ಹೇಳಿದರು. "ಎದ್ದೇಳುತ್ತಲೇ, ಇಡೀ ಕಟ್ಟಡ ನಡುಗಲು ಆರಂಭಿಸಿತು. ಬಹಳಷ್ಟು ಕಿರುಚಾಟ, ಬಹಳಷ್ಟು ಭಯ, ಎಸ್ಕಲೇಟರ್‌ಗಳ ಕೆಳಗೆ ಜನರು ಮತ್ತು ದಾರಿಯಲ್ಲಿ ಓಡುತ್ತಿದ್ದರು, ಸಾಕಷ್ಟು ಬಡಿದುಕೊಳ್ಳುವಿಕೆ ಮತ್ತು ಡಿಕ್ಕಿ ಹೊಡೆಯುವಿಕೆ" ಎಂದು ಅವರು ತಿಳಿಸಿದರು. [1277,744,1512,847]
masthead-title: ಸಮದರ್ಶಿ [548,59,1013,232]
yojane-column-1: ಬೆಳಗಾವಿ, ಮಾ.28:ಸರ್ಕಾರದ ಗ್ಯಾರಂಟಿ ಯೋಜನೆಗಳಾದ ಅನ್ನಭಾಗ್ಯ, ಗೃಹಲಕ್ಷ್ಮೀ, ಗೃಹ ಜ್ಯೋತಿ, ಶಕ್ತಿ ಯುವನಿಧಿ ಯೋಜನೆಗಳ ಸಮರ್ಪಕ ಅನುಷ್ಠಾನಕ್ಕೆ ಶ್ರಮಿಸಬೇಕು. ಪಂಚ ಗ್ಯಾರಂಟಿ ಯೋಜನೆಗಳ ಸಂಬಂಧಿಸಿದ ಇಲಾಖೆಗಳ ಜಿಲ್ಲಾ ಮಟ್ಟದ ಅಧಿಕಾರಿಗಳು ಸಮನ್ವಯದಿಂದ ಗ್ಯಾರಂಟಿ ಯೋಜನೆಗಳು ಸಮರ್ಪಕವಾಗಿ ಅನುಷ್ಠಾನಗೊಳಿಸಬೇಕು ಎಂದು ಗ್ಯಾರಂಟಿ ಯೋಜನೆಗಳ ಅನುಷ್ಠಾನ ಸಮಿತಿ ಜಿಲ್ಲಾ ಅಧ್ಯಕ್ಷ ವಿನಯ ನಾವಲಗಟ್ಟಿ ತಿಳಿಸಿದರು. ಜಿಲ್ಲಾ ಪಂಚಾಯತ್ ಸಭಾಂಗಣದಲ್ಲಿ ಶುಕ್ರವಾರ (ಮಾ.28) ನಡೆದ ಜಿಲ್ಲಾ ಮಟ್ಟದ ಗ್ಯಾರಂಟಿ ಯೋಜನೆಗಳ ಅನುಷ್ಠಾನ ಸಮಿತಿ ಸಭೆಯ ಅಧ್ಯಕ್ಷತೆ ವಹಿಸಿ ಅವರು ಮಾತನಾಡಿದರು. ಗ್ರಾಮೀಣ ಭಾಗದಲ್ಲಿ ಸಾರ್ವಜನಿಕರು ಹಾಗೂ ಫಲಾನುಭವಿಗಳಿಗೆ ಮಾಹಿತಿ ಕೊರತೆಯಿಂದ ಯೋಜನೆಯ ಸೌಲಭ್ಯ ಸರಿಯಾಗಿ ತಲುಪುತ್ತಿಲ್ಲ. ಯೋಜನೆಗಳ ಅನುಷ್ಠಾನದಲ್ಲಿ ಸಮಸ್ಯೆ ಕಂಡುಬಂದಲ್ಲಿ ತಕ್ಷಣ ಸಂಪರ್ಕಿಸಬೇಕು ಎಂದು ಹೇಳಿದರು. ಯೋಜನೆಯಿಂದ ಹೊರಗುಳಿದಿರುವ ಅರ್ಹ ಫಲಾನುಭವಿಗಳನ್ನು ಗುರುತಿಸಿ, [46,1834,283,2015]
quake-column-3: ಭೂಕಂಪದಿಂದಾಗಿ ಬ್ಯಾಂಕಾಕ್‌ನಲ್ಲಿ ಕಟ್ಟಡಗಳಿಗೆ ಹಾನಿಯಾಗಿದೆ. ಅಲ್ಲಿನ ನಗರಗಳಲ್ಲಿ ಮೆಟ್ರೋ ಮತ್ತು ಲಘು ರೈಲು ಸೇವೆಗಳನ್ನು ಸ್ಥಗಿತಗೊಳಿಸಲಾಗಿದೆ. ಚೀನಾದ ನೈರುತ್ಯ ಯುನ್ನಾನ್ ಪ್ರಾಂತ್ಯದಲ್ಲೂ ಶುಕ್ರವಾರ ಕಂಪನದ ಅನುಭವವಾಗಿದೆ ಎಂದು ಚೀನಾದ ಭೂಕಂಪನ ಸಂಸ್ಥೆ ತಿಳಿಸಿದೆ. ಭೂಕಂಪದ ತೀವ್ರತೆಯ ರಿಕ್ಟರ್ ಮಾಪಕದಲ್ಲಿ 7.9 ರಷ್ಟಿತ್ತು ಎಂದು ಅದು ಹೇಳಿದೆ. ಮೇಘಾಲಯ ಮತ್ತು ಕೋಲ್ಕತ್ತಾ ಸೇರಿದಂತೆ ಭಾರತದ ಕೆಲವು ರಾಜ್ಯಗಳು, ಬಾಂಗ್ಲಾದೇಶ ಮತ್ತು ಚೀನಾದ ನೈರುತ್ಯ ಯುನ್ನಾನ್ ಪ್ರಾಂತ್ಯದಲ್ಲಿಯೂ ಬಲವಾದ ಕಂಪನಗಳು ಉಂಟಾಗಿವೆ. ಭೂಕಂಪದ ಪರಿಣಾಮ ಥೈಲ್ಯಾಂಡ [536,705,773,809]
yojane-meeting-photo [290,1835,1014,2079]
article-quake: ಮ್ಯಾನ್ಮಾರ್, ಥೈಲ್ಯಾಂಡನಲ್ಲಿ ಪ್ರಬಲ ಭೂಕಂಪ: ಕಟ್ಟಡಗಳು ನೆಲಸಮ, ನೂರಾರು ಸಾವು ಬ್ಯಾಂಕಾಕ, 28: ಶುಕ್ರವಾರ ಸಂಭವಿಸಿದ 7.7 ಮತ್ತು 6.4 ತೀವ್ರತೆಯ ಎರಡು ಭೂಕಂಪಗಳಿಂದ ಮ್ಯಾನ್ಮಾರ್ ಮತ್ತು ಥೈಲ್ಯಾಂಡನಲ್ಲಿ ಕಟ್ಟಡಗಳು ಧರೆಗುರುಳಿ ನೂರಾರು ಜನರು ಸಾವನ್ನಪ್ಪಿದ್ದು ನೂರಾರು ಜನರು ಅವಶೇಷಗಳಡಿ ಸಿಲುಕಿದ್ದಾರೆ. ಸರ್ಕಾರವು ತುರ್ತು ಪರಿಸ್ಥಿತಿಯನ್ನು ಘೋಷಿಸಿದ್ದು ಮೆಟ್ರೋ ಮತ್ತು ರೈಲು ಸೇವೆಗಳನ್ನು ಸ್ಥಗಿತಗೊಳಿಸಲು ಪ್ರೇರೇಪಿಸಿದೆ. Dhaka Chittagong Mandalay Taunggyi Sittwe Chiang Mai Rangoon GFZ ಬ್ಯಾಂಕಾಕ್‌ನಲ್ಲಿ ಸರ್ಕಾರಿ ಕಚೇರಿಗಳಿಗಾಗಿ ನಿರ್ಮಾಣ ಹಂತದಲ್ಲಿದ್ದ 30 ಅಂತಸ್ತಿನ ಗಗನಚುಂಬಿ ಕಟ್ಟಡ ಕುಸಿದು 43 ಕಾರ್ಮಿಕರು ಅವಶೇಷಗಳಡಿ ಸಿಲುಕಿಕೊಂಡಿದ್ದಾರೆ. ಮ್ಯಾನ್ಮಾರ್‌ನಲ್ಲಿ ಕೇಂದ್ರೀಕೃತವಾಗಿದ್ದ 7.7 ತೀವ್ರತೆಯ ಪ್ರಬಲ ಭೂಕಂಪದ ನಂತರ ಥಾಯ್ ರಾಜಧಾನಿಯ ಉತ್ತರದಲ್ಲಿ ಕಟ್ಟಡ ಕುಸಿದ ಸೆಕೆಂಡುಗಳಲ್ಲಿ ಧರಾಶಾಯಿಯಾಗಿದೆ. ಶುಕ್ರವಾರ ಮಧ್ಯಾಹ್ನ ಮ್ಯಾನ್ಮಾರ್‌ನ ಸಾಗಿಂಗ್ ನಗರದ ವಾಯುವ್ಯ ಪ್ರದೇಶದಲ್ಲಿ ಕೇಂದ್ರೀಕೃತವಾಗಿ 7.7 ತೀವ್ರತೆಯ ಭೂಕಂಪ ಸಂಭವಿಸಿದೆ ಎಂದು ಭೂವೈಜ್ಞಾನಿಕ ಸಮೀಕ್ಷೆ ತಿಳಿಸಿದೆ. ಇದಾದ ಕೆಲವೇ ನಿಮಿಷಗಳಲ್ಲಿ ಅದೇ ಪ್ರದೇಶದಲ್ಲಿ 6.4 ತೀವ್ರತೆಯ ಮತ್ತೊಂದು ಕಂಪನ ಸಂಭವಿಸಿದೆ ಎಂದು ಹೇಳಲಾಗಿದೆ. ಥಾಯ್ ಅಧಿಕಾರಿಗಳು ಬ್ಯಾಂಕಾಕ್‌ನಲ್ಲಿ ತುರ್ತು ಪರಿಸ್ಥಿತಿ ಘೋಷಿಸಿದ್ದಾರೆ ಎಂದು ಪ್ರಧಾನಿ ಪೆಟೊಂಗ್ಟಾರ್ನ್ ಶಿನವಾತ್ರ ತಿಳಿಸಿದ್ದಾರೆ. ಎಪಿಕ್ಸ್ ಪ್ರಕಾರ, ಭೂಕಂಪದ ನಂತರ ಮ್ಯಾನ್ಮಾರ್ ರಾಜಧಾನಿ ನೇಪಿಡಾವ್‌ನಲ್ಲಿ ಕಟ್ಟಡಗಳ ಭಾಗಗಳ ತುಂಡುಗಳು ರಸ್ತೆಯಲ್ಲಿ ಬಿದ್ದಿರುವ ದೃಶ್ಯ ಕಂಡು ಬಂದಿದೆ. ನೇಪಿಡಾವ್ 20 ಹಾಸಿಗೆ ಹೆಬ್ಬಾಗಿಲುಗಳನ್ನು ಹೊಂದಿರುವ ಆಸ್ಪತ್ರೆಯಾಗಿದೆ ಎಂದು ಯೋಜನಾ ನಿರ್ಮಿಸಿದ ಅಧಿಕಾರಿಗಳು ತಿಳಿಸಿದ್ದಾರೆ. ಜನರು ಹೆದರಿ ಓಡಿದರು. ಗೋಡೆಗಳು ಬಿರುಕು ಬಿಟ್ಟವು. ಈ ವೇಳೆ ಕೆಲವರು ನಡುಗುತ್ತಾ ಕಣ್ಣೀರು ಸುರಿಸುತ್ತಿದ್ದರು. ಇನ್ನು ಕೆಲವರು ತಮ್ಮ ಸಂಬಂಧಿಕರನ್ನು ಸಂಪರ್ಕಿಸಲು ಮೊಬೈಲ್ ಫೋನ್ ಗಳನ್ನು ಎತ್ತಿಕೊಂಡರು. ಮ್ಯಾನ್ಮಾರ್‌ನಲ್ಲಿ ಸುಮಾರು ಅರ್ಧ ಶತಮಾನದಿಂದ ಅನೇಕ ಭೂಕಂಪಗಳು ಸಂಭವಿಸಿವೆ. ಮ್ಯಾನ್ಮಾರ್‌ನ ನಿಮಿಷಗಳ ಕಾಲ ಭೂಮಿ ಕಂಪಿಸಿದೆ. ಭೂಕಂಪದ ನಂತರ ತಮ್ಮ ಸ್ಥಳಗಳಿಂದ ಹೊರಬಂದು ರಕ್ಷಣೆಗೆ ಪರಿಹಾರ ಕುರಿತು ಚರ್ಚಿಸಿ ಬಂದಿದ್ದಾರೆ. ಭೂಕಂಪದಿಂದಾಗಿ ಬ್ಯಾಂಕಾಕ್‌ನಲ್ಲಿ ಕಟ್ಟಡಗಳಿಗೆ ಹಾನಿಯಾಗಿದೆ. ಅಲ್ಲಿನ ನಗರಗಳಲ್ಲಿ ಮೆಟ್ರೋ ಮತ್ತು ಲಘು ರೈಲು ಸೇವೆಗಳನ್ನು ಸ್ಥಗಿತಗೊಳಿಸಲಾಗಿದೆ. ಚೀನಾದ ನೈರುತ್ಯ ಯುನ್ನಾನ್ ಪ್ರಾಂತ್ಯದಲ್ಲೂ ಶುಕ್ರವಾರ ಕಂಪನದ ಅನುಭವವಾಗಿದೆ ಎಂದು ಚೀನಾದ ಭೂಕಂಪನ ಸಂಸ್ಥೆ ತಿಳಿಸಿದೆ. ಭೂಕಂಪದ ತೀವ್ರತೆಯ ರಿಕ್ಟರ್ ಮಾಪಕದಲ್ಲಿ 7.9 ರಷ್ಟಿತ್ತು ಎಂದು ಅದು ಹೇಳಿದೆ. ಮೇಘಾಲಯ ಮತ್ತು ಕೋಲ್ಕತ್ತಾ ಸೇರಿದಂತೆ ಭಾರತದ ಕೆಲವು ರಾಜ್ಯಗಳು, ಬಾಂಗ್ಲಾದೇಶ ಮತ್ತು ಚೀನಾದ ನೈರುತ್ಯ ಯುನ್ನಾನ್ ಪ್ರಾಂತ್ಯದಲ್ಲಿಯೂ ಬಲವಾದ ಕಂಪನಗಳು ಉಂಟಾಗಿವೆ. ಭೂಕಂಪದ ಪರಿಣಾಮ ಥೈಲ್ಯಾಂಡ ರಾಜಧಾನಿ ಬ್ಯಾಂಕಾಕ್‌ನ ಚತುಚಕ್‌ನಲ್ಲಿ ಎರಡು ಎತ್ತರದ ಕಟ್ಟಡ ಕುಸಿದು ಮೂವರು ಕಾರ್ಮಿಕರನ್ನು ಬಲಿ ತೆಗೆದುಕೊಂಡಿತು. ಹಲವರು ಇನ್ನೂ ಸಿಕ್ಕಿಬಿದ್ದಿದ್ದಾರೆ. ಭೂಕಂಪನವನ್ನು ಎದುರಿಸಿ ತಮ್ಮ ಮನೆಗಳಿಂದ ಹೊರಗೆ ಓಡಿಹೋಗಿದ್ದಾರೆ. ಕಂಪನದ ಬಳಿಕ ಮತ್ತು ಎತ್ತರದ ಕಟ್ಟಡಗಳಿಂದ ಕೊಳಗಳಿಂದ ನೀರು ಹೊರಚೆಲ್ಲಿದೆ. ಮ್ಯಾನ್ಮಾರ್‌ನಲ್ಲಿ ಮಸೀದಿ ಭಾಗಶಃ ಕುಸಿದ ನಂತರ ಮೂವರು ಜನರು ಸಾವನ್ನಪ್ಪಿದ್ದಾರೆ. ಮ್ಯಾನ್ಮಾರ್‌ನ ಮಂಡಲೆಯಲ್ಲಿರುವ 90 ವರ್ಷ ಹಳೆಯದಾದ ಇರಾವಡ್ಡಿ ನದಿಯ ಸೇತುವೆ ಕೂಡ ಕುಸಿದಿದೆ. ಸಾಮಾಜಿಕ ಮಾಧ್ಯಮ ಪೋಸ್ಟ್‌ಗಳು ಮಂಡಲೆಯ ಬೀದಿಗಳಲ್ಲಿ ಕುಸಿದ ಕಟ್ಟಡಗಳು, ಧ್ವಂಸಗೊಂಡ ಮನೆಗಳು ಮತ್ತು ಬೀದಿಗಳಲ್ಲಿ ಬಿರುಕುಗಳನ್ನು ತೋರಿಸಿವೆ. "ನನ್ನ ಕಣ್ಣ ಮುಂದೆ ಐದು ಅಂತಸ್ತಿನ ಕಟ್ಟಡ ಕುಸಿಯುವುದನ್ನು ನಾನು ನೋಡಿದೆ. ನನ್ನ ಪಟ್ಟಣದಲ್ಲಿ ಎಲ್ಲರೂ ರಸ್ತೆಗಿಳಿದಿದ್ದಾರೆ" ಎಂದು ಪ್ರತ್ಯಕ್ಷದರ್ಶಿಯೊಬ್ಬರು ಹೇಳಿದ್ದಾರೆ. ಜನರನ್ನು ಸ್ಥಳಾಂತರಿಸಲಾಯಿತು ಮತ್ತು ವ್ಯವಹಾರಗಳನ್ನು ದಿನದಾದ್ಯಂತ ಮುಚ್ಚಲಾಯಿತು. ಅದಲ್ಲದೆ, ಥೈಲ್ಯಾಂಡ್ ತನ್ನ ದೇಶದಲ್ಲಿ ಸಾವುನೋವುಗಳ ಬಗ್ಗೆ ತಕ್ಷಣದ ವರದಿಗಳಿಲ್ಲ. ಸರ್ಕಾರ ಮೆಟ್ರೋ ಸೇವೆಗಳು, ವಿಮಾನ ನಿಲ್ದಾಣ ಮತ್ತು ಸುರಂಗಮಾರ್ಗಗಳನ್ನು ಮುಚ್ಚಿದ್ದರಿಂದ ಬ್ಯಾಂಕಾಕ್ ಲಾಕ್‌ಡೌನ್‌ಗೆ ಒಳಗಾಯಿತು. ಥೈಲ್ಯಾಂಡ್‌ನ ಸ್ಟಾಕ್ ಎಕ್ಸ್‌ಚೇಂಜ್ ಸಹ ಎಲ್ಲಾ ವ್ಯಾಪಾರ ಚಟುವಟಿಕೆಗಳನ್ನು ಸ್ಥಗಿತಗೊಳಿಸಿತು. "ನಾನು ಮನೆಯಲ್ಲಿ ಮಲಗಿದ್ದೆ, ಮತ್ತು ನಂತರ ನಾನು ನನ್ನ ಪ್ಯಾಜಾಮಾದಲ್ಲಿ ಸಾಧ್ಯವಾದಷ್ಟು ದೂರ ಓಡಿದೆ" ಎಂದು ಥೈಲ್ಯಾಂಡ್‌ನ ಚಿಯಾಂಗ್ ಮಾಯ್ ನಿವಾಸಿಯೊಬ್ಬರು ಎಪಿಗೆ ತಿಳಿಸಿದರು. "ಬ್ಯಾಂಕಾಕ್ ನಗರದಲ್ಲಿ ಕಟ್ಟಡಗಳು ಅಲುಗಾಡಲು ಪ್ರಾರಂಭಿಸಿದಾಗ ಕಿರುಚಾಟ ಮತ್ತು ಭೀತಿ ಉಂಟಾಗಿತ್ತು" ಎಂದು ಹೇಳಿದರು. "ಎದ್ದೇಳುತ್ತಲೇ, ಇಡೀ ಕಟ್ಟಡ ನಡುಗಲು ಆರಂಭಿಸಿತು. ಬಹಳಷ್ಟು ಕಿರುಚಾಟ, ಬಹಳಷ್ಟು ಭಯ, ಎಸ್ಕಲೇಟರ್‌ಗಳ ಕೆಳಗೆ ಜನರು ಮತ್ತು ದಾರಿಯಲ್ಲಿ ಓಡುತ್ತಿದ್ದರು, ಸಾಕಷ್ಟು ಬಡಿದುಕೊಳ್ಳುವಿಕೆ ಮತ್ತು ಡಿಕ್ಕಿ ಹೊಡೆಯುವಿಕೆ" ಎಂದು ಅವರು ತಿಳಿಸಿದರು. ************************ [36,345,1516,1038]
masthead-photo-collapsing-tower [51,169,401,365]
masthead [0,24,1540,338]
website-link[interactable]: www.samadarshi.net [1375,6,1469,18]
map-label-taunggyi: Taunggyi [679,574,714,583]
yojane-column-5: ಅನುಷ್ಠಾನಕ್ಕೆ ತಾಲೂಕಾ ಮಟ್ಟದಲ್ಲಿ ನೇಮಕವಾದ ಗ್ಯಾರಂಟಿ ಸಮಿತಿ ಸದಸ್ಯರು ಭೇಟಿ ನೀಡಿ ಪರಿಶೀಲನೆ ಮಾಹಿತಿ ಪಡೆದು ನೋಂದಣಿ ಮಾಡಿಕೊಳ್ಳಬೇಕು. ಅರ್ಹ ಫಲಾನುಭವಿಗಳಿಗೆ ಸೌಲಭ್ಯ ದೊರಕಿಸಿಕೊಡಬೇಕು. ಗ್ಯಾರಂಟಿ ಯೋಜನೆಗಳ ಸಮಿತಿ ಬಗ್ಗೆ ಅರಿವೇ ಇಲ್ಲ ಎಲ್ಲಾ ಇಲಾಖೆಗಳು ಪರಸ್ಪರ ಸಮನ್ವಯದಿಂದ ಕಾರ್ಯ ನಿರ್ವಹಿಸಬೇಕು. ಸಮಿತಿಯ ಸದಸ್ಯರು ಸಹ ಕ್ರಿಯಾಶೀಲರಾಗಿ ಕಾರ್ಯ ನಿರ್ವಹಿಸಬೇಕು ಎಂದು ಜಿ.ಪಂ. ಸಿಇಒ ರಾಹುಲ್ ಶಿಂಧೆ ತಿಳಿಸಿದರು. ಖಾನಾಪೂರ ತಾಲೂಕಿನ ಗ್ಯಾರಂಟಿ ಯೋಜನೆಗಳ ಅನುಷ್ಠಾನ ಸಮಿತಿ ಅಧ್ಯಕ್ಷರು ಮಾತನಾಡಿ ಖಾನಾಪೂರ ತಾಲೂಕಿನ ಕೆಲವು ಗ್ರಾಮಗಳಿಗೆ ಬಸ್ ಸಂಚಾರ ಇಲ್ಲದೆ ತೊಂದರೆಯಾಗಿದೆ. [1022,1834,1262,1953]
masthead-photo-collapsed-street [1163,169,1507,365]
leopard-body-1: ಬೈಲಹೊಂಗಲ, 28: ತಾಲೂಕಿನ ಸಂಪಗಾಂವ ಹಾಗೂ ಪಟ್ಟಿಹಾಳ ಕೆ.ಎಸ್. ಗ್ರಾಮಗಳಲ್ಲಿ ಚಿರತೆ ಜನರ ಕಣ್ಣಿಗೆ ಬಿದ್ದಿದೆ. ಹೊಲಗಳಲ್ಲಿ ಚಿರತೆ [1377,1433,1509,1474]
da-body-1: ಹೊಸದಿಲ್ಲಿ, 28-ಕೇಂದ್ರ ಸಚಿವ ಸಂಪುಟವು ಕೇಂದ್ರ ಸರ್ಕಾರಿ ನೌಕರರಿಗೆ ತುಟ್ಟಿ ಭತ್ಯೆಯಲ್ಲಿ ಶೇಕಡಾ 2 ರಷ್ಟು ಹೆಚ್ಚಳಕ್ಕೆ ಅನುಮೋದನೆ ನೀಡಿದೆ. ಈ ಹೆಚ್ಚಳದ ನಂತರ ತುಟ್ಟಿ ಭತ್ಯೆ (ಡಿಎ) ಶೇ.53ರಿಂದ ಶೇ.55ಕ್ಕೆ ಏರಿಕೆ ಆಗಲಿದೆ. ದೇಶದಾದ್ಯಂತ ಬೆಲೆ ಏರಿಕೆಯ ಹಿನ್ನೆಲೆಯಲ್ಲಿ ಸರ್ಕಾರಿ ನೌಕರರಿಗೆ ಡಿಎ ನೀಡಲಾಗುತ್ತದೆ. ಈ ಹೆಚ್ಚಳವು ಜನವರಿ 1, 2025 ರಿಂದ ಅನ್ವಯವಾಗುತ್ತದೆ ಮತ್ತು ಒಂದು ಕೋಟಿಗೂ ಹೆಚ್ಚು [1190,1109,1508,1166]
leopard-headline: ಸಂಪಗಾಂವ ಬಳಿ ಚಿರತೆ ಪ್ರತ್ಯಕ್ಷ [1073,1370,1412,1412]
